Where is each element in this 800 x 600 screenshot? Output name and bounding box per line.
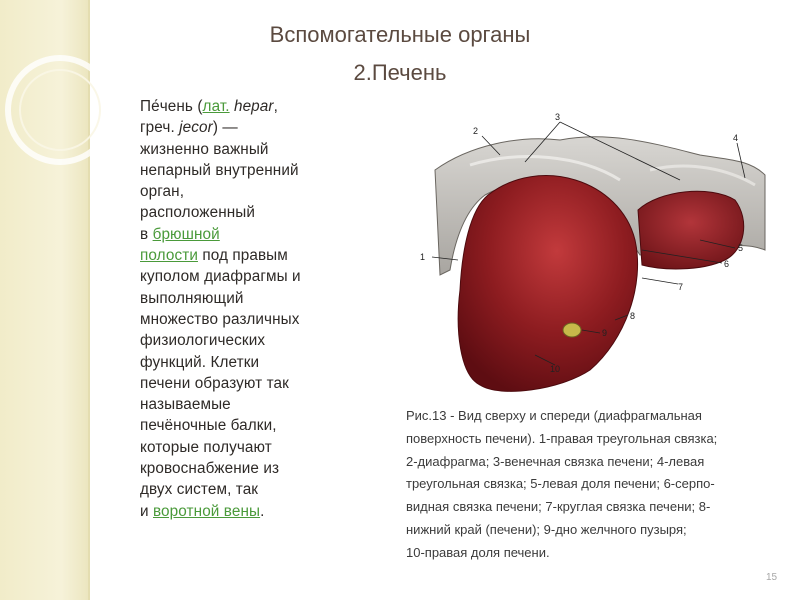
link-abdominal-cavity[interactable]: брюшной [152, 225, 220, 243]
slide-title: Вспомогательные органы [269, 22, 531, 47]
text-line: функций. Клетки [140, 353, 260, 371]
figure-label: 2 [473, 126, 479, 136]
figure-label: 1 [420, 252, 426, 262]
liver-description [140, 96, 340, 522]
text-line: называемые [140, 396, 231, 414]
text-line: греч. jecor) — [140, 119, 238, 137]
link-portal-vein[interactable]: воротной вены [153, 502, 261, 520]
figure-caption [406, 405, 786, 565]
text-line: выполняющий [140, 289, 244, 307]
text-line: множество различных [140, 310, 300, 328]
slide-subtitle: 2.Печень [353, 60, 447, 85]
figure-label: 7 [678, 282, 684, 292]
text-line: орган, [140, 183, 185, 201]
liver-illustration [410, 100, 785, 400]
caption-line: треугольная связка; 5-левая доля печени; 6-серпо- [406, 476, 715, 492]
text-line: печёночные балки, [140, 417, 277, 435]
text-line: жизненно важный [140, 140, 269, 158]
figure-label: 8 [630, 311, 636, 321]
right-lobe-shape [458, 176, 637, 392]
text-line: двух систем, так [140, 481, 259, 499]
text-line: которые получают [140, 438, 272, 456]
caption-line: видная связка печени; 7-круглая связка печени; 8- [406, 499, 711, 515]
figure-label: 5 [738, 243, 744, 253]
caption-line: 10-правая доля печени. [406, 544, 550, 560]
text-line: и воротной вены. [140, 502, 265, 520]
figure-label: 4 [733, 133, 739, 143]
figure-label: 9 [602, 328, 608, 338]
figure-label: 6 [724, 259, 730, 269]
caption-line: поверхность печени). 1-правая треугольная связка; [406, 430, 718, 446]
text-line: печени образуют так [140, 374, 289, 392]
link-abdominal-cavity-2[interactable]: полости [140, 247, 198, 265]
text-line: физиологических [140, 332, 266, 350]
caption-line: нижний край (печени); 9-дно желчного пузыря; [406, 521, 687, 537]
text-line: непарный внутренний [140, 161, 299, 179]
text-line: Пе́чень (лат. hepar, [140, 98, 278, 115]
figure-label: 3 [555, 112, 561, 122]
text-line: куполом диафрагмы и [140, 268, 301, 286]
link-lat[interactable]: лат. [202, 98, 230, 115]
text-line: кровоснабжение из [140, 460, 280, 478]
figure-label: 10 [550, 364, 561, 374]
text-line: в брюшной [140, 225, 220, 243]
page-number: 15 [766, 572, 778, 583]
caption-line: Рис.13 - Вид сверху и спереди (диафрагмальная [406, 408, 702, 423]
text-line: расположенный [140, 204, 256, 222]
caption-line: 2-диафрагма; 3-венечная связка печени; 4-левая [406, 453, 705, 469]
gallbladder-shape [563, 323, 581, 337]
text-line: полости под правым [140, 247, 288, 265]
left-lobe-shape [638, 191, 744, 269]
